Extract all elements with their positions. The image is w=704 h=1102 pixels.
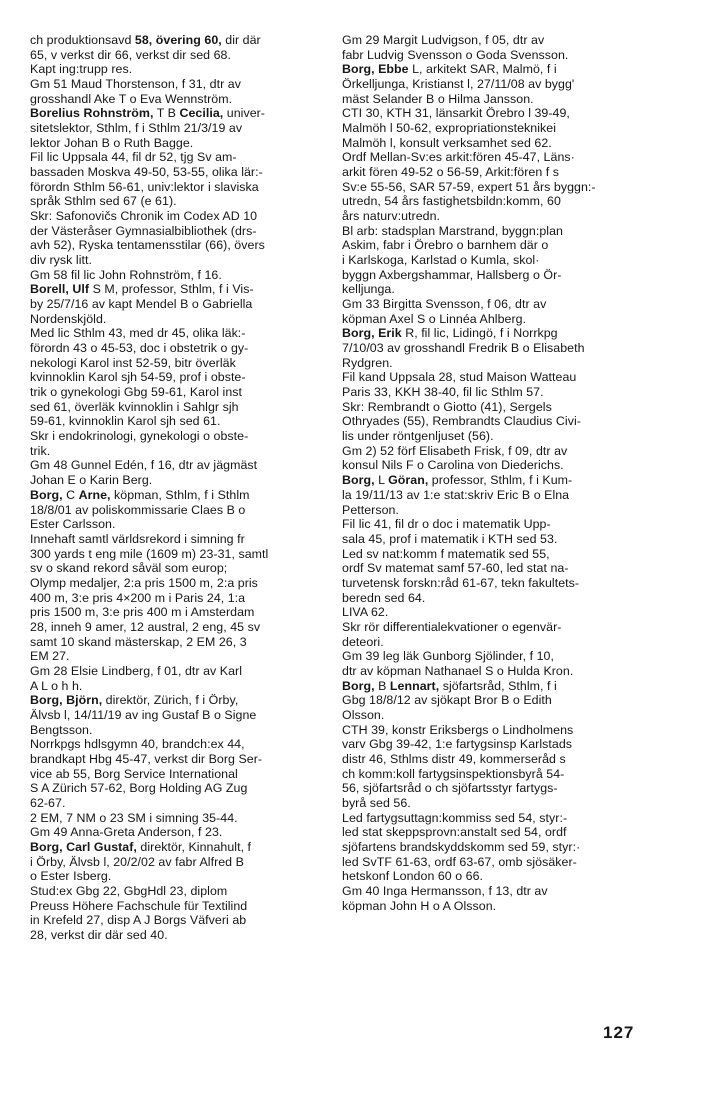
text-line: Paris 33, KKH 38-40, fil lic Sthlm 57.: [342, 385, 544, 400]
text-line: ordf Sv matemat samf 57-60, led stat na-: [342, 561, 569, 576]
text-line: arkit fören 49-52 o 56-59, Arkit:fören f s: [342, 165, 559, 180]
text-line: konsul Nils F o Carolina von Diederichs.: [342, 458, 564, 473]
text-line: brandkapt Hbg 45-47, verkst dir Borg Ser-: [30, 751, 263, 766]
text-line: i Karlskoga, Karlstad o Kumla, skol·: [342, 253, 540, 268]
entry-headword: Borg,: [30, 487, 63, 502]
text-line: Borg, Björn, direktör, Zürich, f i Örby,: [30, 693, 239, 708]
text-line: mäst Selander B o Hilma Jansson.: [342, 91, 534, 106]
text-line: Othryades (55), Rembrandts Claudius Civi-: [342, 414, 581, 429]
text-line: Borg, Carl Gustaf, direktör, Kinnahult, f: [30, 839, 252, 854]
text-line: Gbg 18/8/12 av sjökapt Bror B o Edith: [342, 693, 552, 708]
text-line: Skr: Rembrandt o Giotto (41), Sergels: [342, 399, 552, 414]
text-line: Borg, C Arne, köpman, Sthlm, f i Sthlm: [30, 487, 250, 502]
text-line: 56, sjöfartsråd o ch sjöfartsstyr fartygs-: [342, 781, 558, 796]
text-line: A L o h h.: [30, 678, 83, 693]
entry-headword: Borelius Rohnström,: [30, 106, 154, 121]
entry-headword: Arne,: [78, 487, 111, 502]
text-line: Led sv nat:komm f matematik sed 55,: [342, 546, 550, 561]
right-column: [342, 33, 662, 913]
text-line: köpman Axel S o Linnéa Ahlberg.: [342, 311, 527, 326]
text-line: varv Gbg 39-42, 1:e fartygsinsp Karlstads: [342, 737, 573, 752]
text-line: Skr: Safonovičs Chronik im Codex AD 10: [30, 209, 258, 224]
text-line: 400 m, 3:e pris 4×200 m i Paris 24, 1:a: [30, 590, 246, 605]
text-line: 18/8/01 av poliskommissarie Claes B o: [30, 502, 246, 517]
text-line: bassaden Moskva 49-50, 53-55, olika lär:-: [30, 165, 263, 180]
text-line: sed 61, överläk kvinnoklin i Sahlgr sjh: [30, 399, 239, 414]
text-line: trik.: [30, 443, 51, 458]
text-line: Borg, B Lennart, sjöfartsråd, Sthlm, f i: [342, 678, 557, 693]
text-line: div rysk litt.: [30, 253, 92, 268]
text-line: 59-61, kvinnoklin Karol sjh sed 61.: [30, 414, 221, 429]
text-line: samt 10 skand mästerskap, 2 EM 26, 3: [30, 634, 247, 649]
text-line: utredn, 54 års fastighetsbildn:komm, 60: [342, 194, 561, 209]
text-line: in Krefeld 27, disp A J Borgs Väfveri ab: [30, 913, 247, 928]
text-line: Bl arb: stadsplan Marstrand, byggn:plan: [342, 223, 563, 238]
text-line: grosshandl Ake T o Eva Wennström.: [30, 91, 233, 106]
text-line: Älvsb l, 14/11/19 av ing Gustaf B o Signe: [30, 707, 257, 722]
text-line: Skr i endokrinologi, gynekologi o obste-: [30, 429, 249, 444]
entry-headword: Borell, Ulf: [30, 282, 90, 297]
entry-headword: Lennart,: [389, 678, 440, 693]
text-line: lis under röntgenljuset (56).: [342, 429, 494, 444]
text-line: avh 52), Ryska tentamensstilar (66), övers: [30, 238, 265, 253]
entry-headword: Göran,: [388, 473, 429, 488]
text-line: i Örby, Älvsb l, 20/2/02 av fabr Alfred B: [30, 854, 244, 869]
text-line: ch komm:koll fartygsinspektionsbyrå 54-: [342, 766, 565, 781]
text-line: språk Sthlm sed 67 (e 61).: [30, 194, 177, 209]
text-line: kvinnoklin Karol sjh 54-59, prof i obste-: [30, 370, 246, 385]
text-line: sjöfartens brandskyddskomm sed 59, styr:·: [342, 839, 581, 854]
text-line: sitetslektor, Sthlm, f i Sthlm 21/3/19 av: [30, 121, 243, 136]
text-line: Borg, Erik R, fil lic, Lidingö, f i Norrkpg: [342, 326, 558, 341]
text-line: der Västeråser Gymnasialbibliothek (drs-: [30, 223, 257, 238]
text-line: köpman John H o A Olsson.: [342, 898, 497, 913]
text-line: Gm 33 Birgitta Svensson, f 06, dtr av: [342, 297, 547, 312]
text-line: fabr Ludvig Svensson o Goda Svensson.: [342, 47, 569, 62]
text-line: förordn Sthlm 56-61, univ:lektor i slaviska: [30, 179, 259, 194]
text-line: Johan E o Karin Berg.: [30, 473, 153, 488]
text-line: Norrkpgs hdlsgymn 40, brandch:ex 44,: [30, 737, 245, 752]
text-line: LIVA 62.: [342, 605, 389, 620]
text-line: EM 27.: [30, 649, 70, 664]
text-line: sala 45, prof i matematik i KTH sed 53.: [342, 531, 558, 546]
entry-headword: Borg, Ebbe: [342, 62, 409, 77]
text-line: la 19/11/13 av 1:e stat:skriv Eric B o Elna: [342, 487, 570, 502]
text-line: Olymp medaljer, 2:a pris 1500 m, 2:a pris: [30, 575, 258, 590]
text-line: turvetensk forskn:råd 61-67, tekn fakultets-: [342, 575, 580, 590]
text-line: Petterson.: [342, 502, 399, 517]
text-line: Stud:ex Gbg 22, GbgHdl 23, diplom: [30, 883, 228, 898]
text-line: Borell, Ulf S M, professor, Sthlm, f i Vis-: [30, 282, 254, 297]
page-number: 127: [603, 1023, 635, 1042]
text-line: led stat skeppsprovn:anstalt sed 54, ordf: [342, 825, 567, 840]
text-line: sv o skand rekord såväl som europ;: [30, 561, 228, 576]
text-line: Preuss Höhere Fachschule für Textilind: [30, 898, 248, 913]
text-line: Sv:e 55-56, SAR 57-59, expert 51 års byggn:-: [342, 179, 596, 194]
text-line: pris 1500 m, 3:e pris 400 m i Amsterdam: [30, 605, 255, 620]
text-line: Med lic Sthlm 43, med dr 45, olika läk:-: [30, 326, 246, 341]
text-line: 28, verkst dir där sed 40.: [30, 927, 168, 942]
text-line: Ordf Mellan-Sv:es arkit:fören 45-47, Läns·: [342, 150, 575, 165]
text-line: kelljunga.: [342, 282, 395, 297]
entry-headword: Borg,: [342, 473, 375, 488]
text-line: Bengtsson.: [30, 722, 93, 737]
text-line: Gm 28 Elsie Lindberg, f 01, dtr av Karl: [30, 663, 243, 678]
entry-headword: 58, övering 60,: [134, 33, 222, 47]
text-line: 300 yards t eng mile (1609 m) 23-31, samtl: [30, 546, 269, 561]
entry-headword: Borg, Carl Gustaf,: [30, 839, 137, 854]
text-line: Olsson.: [342, 707, 385, 722]
text-line: ch produktionsavd 58, övering 60, dir där: [30, 33, 261, 47]
text-line: Gm 49 Anna-Greta Anderson, f 23.: [30, 825, 223, 840]
text-line: Gm 29 Margit Ludvigson, f 05, dtr av: [342, 33, 545, 47]
text-line: nekologi Karol inst 52-59, bitr överläk: [30, 355, 236, 370]
left-column: [30, 33, 330, 943]
text-line: Gm 40 Inga Hermansson, f 13, dtr av: [342, 883, 548, 898]
text-line: CTI 30, KTH 31, länsarkit Örebro l 39-49,: [342, 106, 570, 121]
text-line: Led fartygsuttagn:kommiss sed 54, styr:-: [342, 810, 568, 825]
text-line: 7/10/03 av grosshandl Fredrik B o Elisabeth: [342, 341, 585, 356]
text-line: 65, v verkst dir 66, verkst dir sed 68.: [30, 47, 231, 62]
text-line: Gm 51 Maud Thorstenson, f 31, dtr av: [30, 77, 241, 92]
entry-headword: Cecilia,: [179, 106, 224, 121]
text-line: Gm 39 leg läk Gunborg Sjölinder, f 10,: [342, 649, 554, 664]
text-line: Gm 48 Gunnel Edén, f 16, dtr av jägmäst: [30, 458, 258, 473]
text-line: hetskonf London 60 o 66.: [342, 869, 484, 884]
text-line: 2 EM, 7 NM o 23 SM i simning 35-44.: [30, 810, 238, 825]
text-line: trik o gynekologi Gbg 59-61, Karol inst: [30, 385, 243, 400]
text-line: Gm 58 fil lic John Rohnström, f 16.: [30, 267, 222, 282]
text-line: 28, inneh 9 amer, 12 austral, 2 eng, 45 sv: [30, 619, 261, 634]
text-line: by 25/7/16 av kapt Mendel B o Gabriella: [30, 297, 253, 312]
entry-headword: Borg,: [342, 678, 375, 693]
text-line: förordn 43 o 45-53, doc i obstetrik o gy-: [30, 341, 249, 356]
text-line: dtr av köpman Nathanael S o Hulda Kron.: [342, 663, 574, 678]
entry-headword: Borg, Erik: [342, 326, 402, 341]
text-line: distr 46, Sthlms distr 49, kommerseråd s: [342, 751, 566, 766]
text-line: Gm 2) 52 förf Elisabeth Frisk, f 09, dtr av: [342, 443, 568, 458]
text-line: Rydgren.: [342, 355, 393, 370]
text-line: Fil kand Uppsala 28, stud Maison Watteau: [342, 370, 577, 385]
text-line: beredn sed 64.: [342, 590, 426, 605]
text-line: S A Zürich 57-62, Borg Holding AG Zug: [30, 781, 248, 796]
text-line: byrå sed 56.: [342, 795, 411, 810]
text-line: Fil lic Uppsala 44, fil dr 52, tjg Sv am-: [30, 150, 237, 165]
text-line: vice ab 55, Borg Service International: [30, 766, 238, 781]
text-line: Ester Carlsson.: [30, 517, 116, 532]
text-line: CTH 39, konstr Eriksbergs o Lindholmens: [342, 722, 574, 737]
text-line: Askim, fabr i Örebro o barnhem där o: [342, 238, 549, 253]
entry-headword: Borg, Björn,: [30, 693, 103, 708]
text-line: Malmöh l 50-62, expropriationsteknikei: [342, 121, 557, 136]
text-line: Borg, L Göran, professor, Sthlm, f i Kum-: [342, 473, 573, 488]
text-line: års naturv:utredn.: [342, 209, 441, 224]
text-line: Örkelljunga, Kristianst l, 27/11/08 av bygg': [342, 77, 575, 92]
text-line: Innehaft samtl världsrekord i simning fr: [30, 531, 245, 546]
text-line: deteori.: [342, 634, 384, 649]
text-line: byggn Axbergshammar, Hallsberg o Ör-: [342, 267, 562, 282]
text-line: Skr rör differentialekvationer o egenvär-: [342, 619, 562, 634]
text-line: lektor Johan B o Ruth Bagge.: [30, 135, 194, 150]
text-line: Fil lic 41, fil dr o doc i matematik Upp-: [342, 517, 551, 532]
text-line: 62-67.: [30, 795, 66, 810]
text-line: o Ester Isberg.: [30, 869, 112, 884]
text-line: Borelius Rohnström, T B Cecilia, univer-: [30, 106, 265, 121]
text-line: Malmöh l, konsult verksamhet sed 62.: [342, 135, 552, 150]
text-line: led SvTF 61-63, ordf 63-67, omb sjösäker-: [342, 854, 577, 869]
text-line: Borg, Ebbe L, arkitekt SAR, Malmö, f i: [342, 62, 557, 77]
text-line: Nordenskjöld.: [30, 311, 107, 326]
text-line: Kapt ing:trupp res.: [30, 62, 133, 77]
